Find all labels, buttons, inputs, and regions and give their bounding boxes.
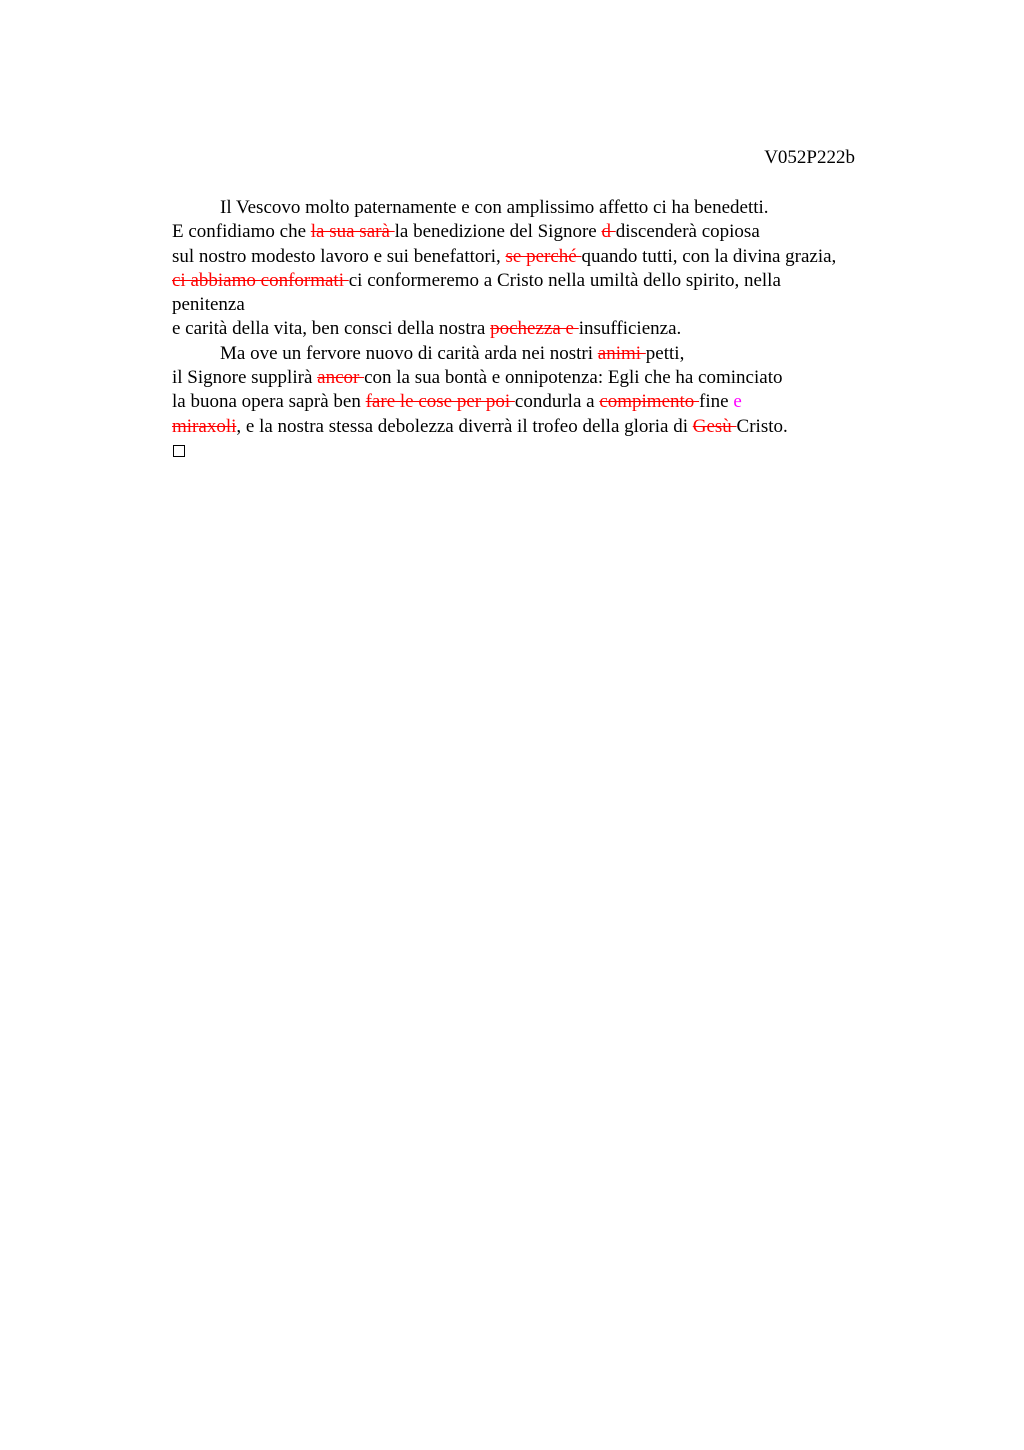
text-segment: E confidiamo che [172, 221, 311, 243]
text-line [172, 269, 932, 293]
deleted-text: miraxoli [172, 415, 237, 437]
deleted-text: compimento [599, 391, 700, 413]
text-segment: insufficienza. [578, 318, 682, 340]
text-line [172, 196, 932, 220]
text-line [172, 366, 932, 390]
text-segment: e carità della vita, ben consci della nostra [172, 318, 491, 340]
deleted-text: Gesù [692, 415, 737, 437]
text-line [172, 245, 932, 269]
text-segment: Cristo. [736, 415, 788, 437]
page-identifier: V052P222b [764, 147, 855, 168]
deleted-text: animi [597, 342, 646, 364]
transcription-body [172, 196, 932, 457]
text-segment: la benedizione del Signore [394, 221, 602, 243]
deleted-text: d [601, 221, 616, 243]
text-line [172, 390, 932, 414]
text-segment: , e la nostra stessa debolezza diverrà il trofeo della gloria di [236, 415, 693, 437]
text-segment: penitenza [172, 294, 245, 316]
deleted-text: fare le cose per poi [365, 391, 515, 413]
text-segment: condurla a [514, 391, 600, 413]
text-line [172, 415, 932, 439]
deleted-text: ci abbiamo conformati [172, 269, 349, 291]
deleted-text: ancor [317, 367, 365, 389]
inserted-text: e [733, 391, 742, 413]
text-segment: ci conformeremo a Cristo nella umiltà dello spirito, nella [348, 269, 781, 291]
text-segment: discenderà copiosa [615, 221, 760, 243]
text-line [172, 293, 932, 317]
text-line [172, 220, 932, 244]
deleted-text: se perché [505, 245, 582, 267]
text-segment: fine [699, 391, 734, 413]
deleted-text: la sua sarà [310, 221, 395, 243]
text-segment: con la sua bontà e onnipotenza: Egli che ha cominciato [364, 367, 783, 389]
text-segment: quando tutti, con la divina grazia, [581, 245, 837, 267]
text-segment: Ma ove un fervore nuovo di carità arda nei nostri [220, 342, 598, 364]
text-segment: la buona opera saprà ben [172, 391, 366, 413]
text-segment: sul nostro modesto lavoro e sui benefattori, [172, 245, 506, 267]
text-segment: petti, [645, 342, 685, 364]
text-line [172, 342, 932, 366]
deleted-text: pochezza e [490, 318, 579, 340]
text-line [172, 317, 932, 341]
square-outline-icon [173, 445, 185, 457]
text-segment: Il Vescovo molto paternamente e con amplissimo affetto ci ha benedetti. [220, 197, 769, 218]
text-segment: il Signore supplirà [172, 367, 318, 389]
